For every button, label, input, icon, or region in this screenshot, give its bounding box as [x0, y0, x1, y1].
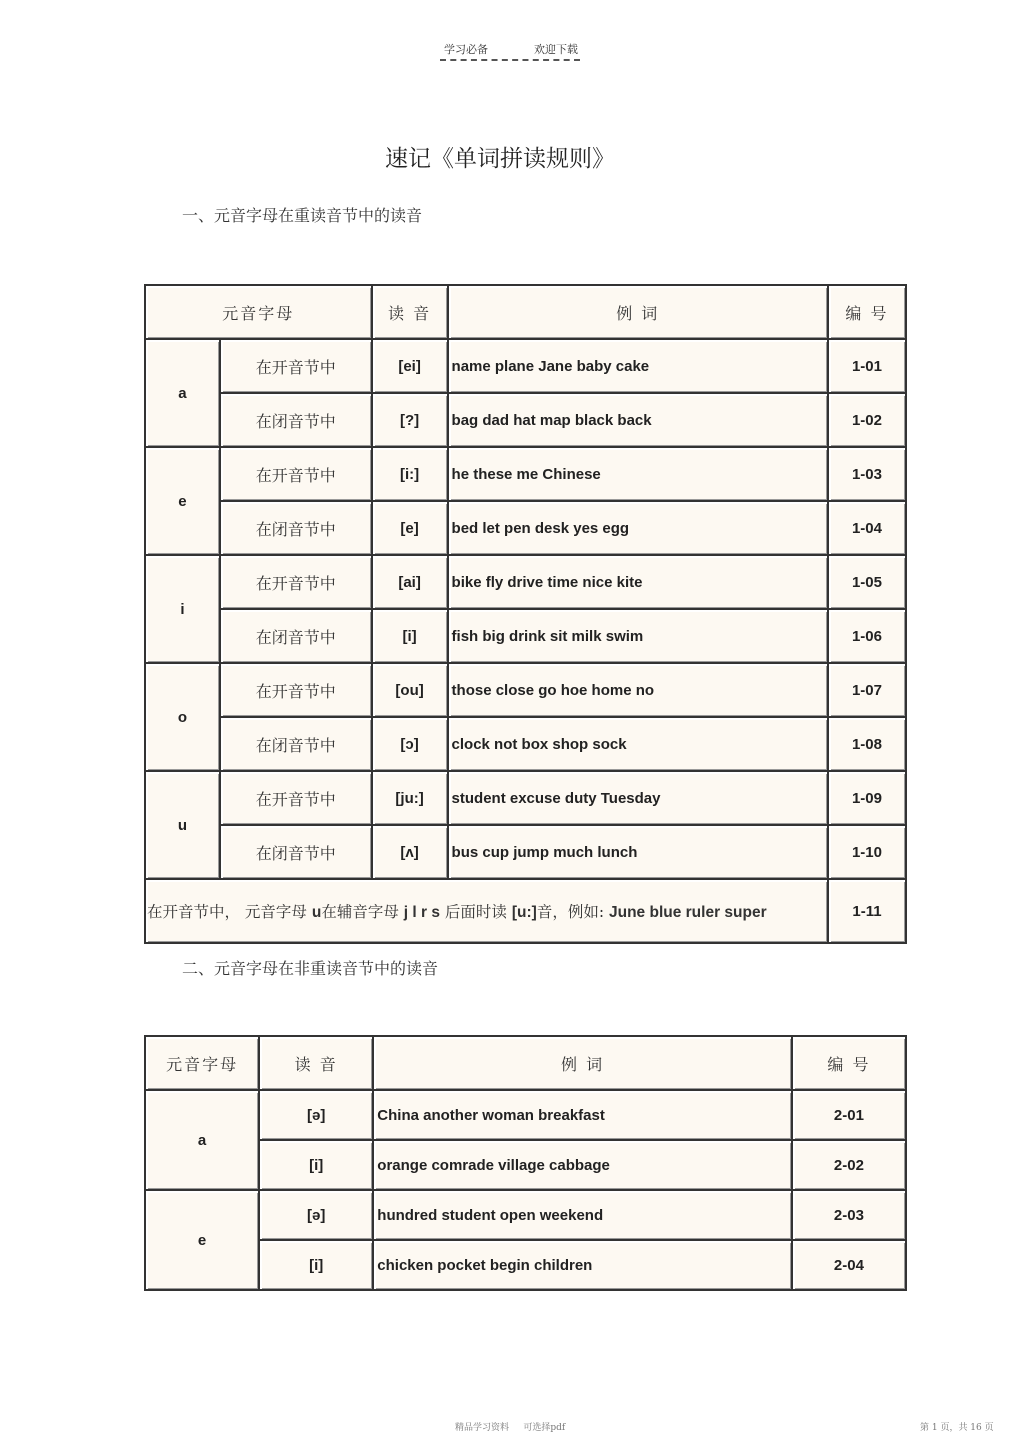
vowel-letter: a	[145, 1090, 259, 1190]
example-words: clock not box shop sock	[448, 717, 828, 771]
table-row	[145, 339, 906, 393]
note-part: 后面时读	[444, 903, 507, 921]
header-right: 欢迎下载	[534, 43, 578, 56]
vowel-letter: a	[145, 339, 220, 447]
table-row	[145, 1090, 906, 1140]
phonetic: [ju:]	[372, 771, 448, 825]
section2-heading: 二、元音字母在非重读音节中的读音	[182, 959, 439, 978]
section1-heading: 一、元音字母在重读音节中的读音	[182, 206, 423, 225]
entry-code: 2-02	[792, 1140, 906, 1190]
col-header-sound: 读 音	[372, 285, 448, 339]
syllable-type: 在开音节中	[220, 555, 372, 609]
vowel-letter: o	[145, 663, 220, 771]
example-words: hundred student open weekend	[373, 1190, 792, 1240]
col-header-code: 编 号	[792, 1036, 906, 1090]
col-header-sound: 读 音	[259, 1036, 373, 1090]
example-words: name plane Jane baby cake	[448, 339, 828, 393]
note-part: 音，例如:	[536, 903, 605, 921]
example-words: fish big drink sit milk swim	[448, 609, 828, 663]
note-part: 在开音节中， 元音字母	[147, 903, 307, 921]
entry-code: 1-06	[828, 609, 906, 663]
syllable-type: 在开音节中	[220, 339, 372, 393]
vowel-letter: i	[145, 555, 220, 663]
table-row	[145, 501, 906, 555]
example-words: bus cup jump much lunch	[448, 825, 828, 879]
example-words: he these me Chinese	[448, 447, 828, 501]
phonetic: [ei]	[372, 339, 448, 393]
stressed-vowels-table	[144, 284, 907, 944]
entry-code: 1-03	[828, 447, 906, 501]
vowel-letter: e	[145, 447, 220, 555]
vowel-letter: u	[145, 771, 220, 879]
phonetic: [i:]	[372, 447, 448, 501]
phonetic: [i]	[259, 1240, 373, 1290]
table-row	[145, 609, 906, 663]
phonetic: [ɔ]	[372, 717, 448, 771]
entry-code: 2-01	[792, 1090, 906, 1140]
table-row	[145, 1140, 906, 1190]
footer-left: 精品学习资料	[455, 1423, 510, 1433]
entry-code: 1-01	[828, 339, 906, 393]
note-row	[145, 879, 906, 943]
table-row	[145, 393, 906, 447]
table-row	[145, 825, 906, 879]
example-words: orange comrade village cabbage	[373, 1140, 792, 1190]
entry-code: 1-11	[828, 879, 906, 943]
phonetic: [ʌ]	[372, 825, 448, 879]
entry-code: 1-07	[828, 663, 906, 717]
table-row	[145, 663, 906, 717]
header-left: 学习必备	[444, 43, 488, 56]
footer-middle: 可选择pdf	[523, 1423, 566, 1433]
vowel-letter: e	[145, 1190, 259, 1290]
syllable-type: 在闭音节中	[220, 393, 372, 447]
phonetic: [e]	[372, 501, 448, 555]
table-row	[145, 771, 906, 825]
phonetic: [ə]	[259, 1190, 373, 1240]
header-divider	[440, 59, 580, 61]
table-row	[145, 555, 906, 609]
example-words: bed let pen desk yes egg	[448, 501, 828, 555]
note-consonants: j l r s	[403, 904, 440, 921]
phonetic: [ə]	[259, 1090, 373, 1140]
syllable-type: 在开音节中	[220, 771, 372, 825]
col-header-letter: 元音字母	[145, 1036, 259, 1090]
entry-code: 1-04	[828, 501, 906, 555]
note-letter-u: u	[311, 904, 322, 921]
col-header-examples: 例 词	[448, 285, 828, 339]
note-phonetic: [u:]	[511, 904, 537, 921]
syllable-type: 在开音节中	[220, 447, 372, 501]
syllable-type: 在闭音节中	[220, 609, 372, 663]
table-row	[145, 447, 906, 501]
note-part: 在辅音字母	[321, 903, 399, 921]
entry-code: 1-02	[828, 393, 906, 447]
col-header-letter: 元音字母	[145, 285, 372, 339]
note-examples: June blue ruler super	[609, 904, 767, 921]
page-header	[444, 41, 578, 57]
example-words: chicken pocket begin children	[373, 1240, 792, 1290]
table-header-row	[145, 285, 906, 339]
note-text	[145, 879, 828, 943]
unstressed-vowels-table	[144, 1035, 907, 1291]
page-title: 速记《单词拼读规则》	[385, 146, 615, 172]
table-row	[145, 1190, 906, 1240]
example-words: bag dad hat map black back	[448, 393, 828, 447]
example-words: China another woman breakfast	[373, 1090, 792, 1140]
phonetic: [i]	[259, 1140, 373, 1190]
example-words: student excuse duty Tuesday	[448, 771, 828, 825]
table-row	[145, 717, 906, 771]
phonetic: [ai]	[372, 555, 448, 609]
entry-code: 1-10	[828, 825, 906, 879]
table-header-row	[145, 1036, 906, 1090]
entry-code: 2-04	[792, 1240, 906, 1290]
page-number: 第 1 页，共 16 页	[920, 1423, 994, 1433]
syllable-type: 在闭音节中	[220, 717, 372, 771]
col-header-examples: 例 词	[373, 1036, 792, 1090]
phonetic: [ou]	[372, 663, 448, 717]
example-words: bike fly drive time nice kite	[448, 555, 828, 609]
page-footer	[455, 1420, 565, 1433]
phonetic: [i]	[372, 609, 448, 663]
syllable-type: 在闭音节中	[220, 825, 372, 879]
entry-code: 1-08	[828, 717, 906, 771]
phonetic: [?]	[372, 393, 448, 447]
entry-code: 1-05	[828, 555, 906, 609]
col-header-code: 编 号	[828, 285, 906, 339]
table-row	[145, 1240, 906, 1290]
entry-code: 1-09	[828, 771, 906, 825]
entry-code: 2-03	[792, 1190, 906, 1240]
syllable-type: 在开音节中	[220, 663, 372, 717]
syllable-type: 在闭音节中	[220, 501, 372, 555]
example-words: those close go hoe home no	[448, 663, 828, 717]
